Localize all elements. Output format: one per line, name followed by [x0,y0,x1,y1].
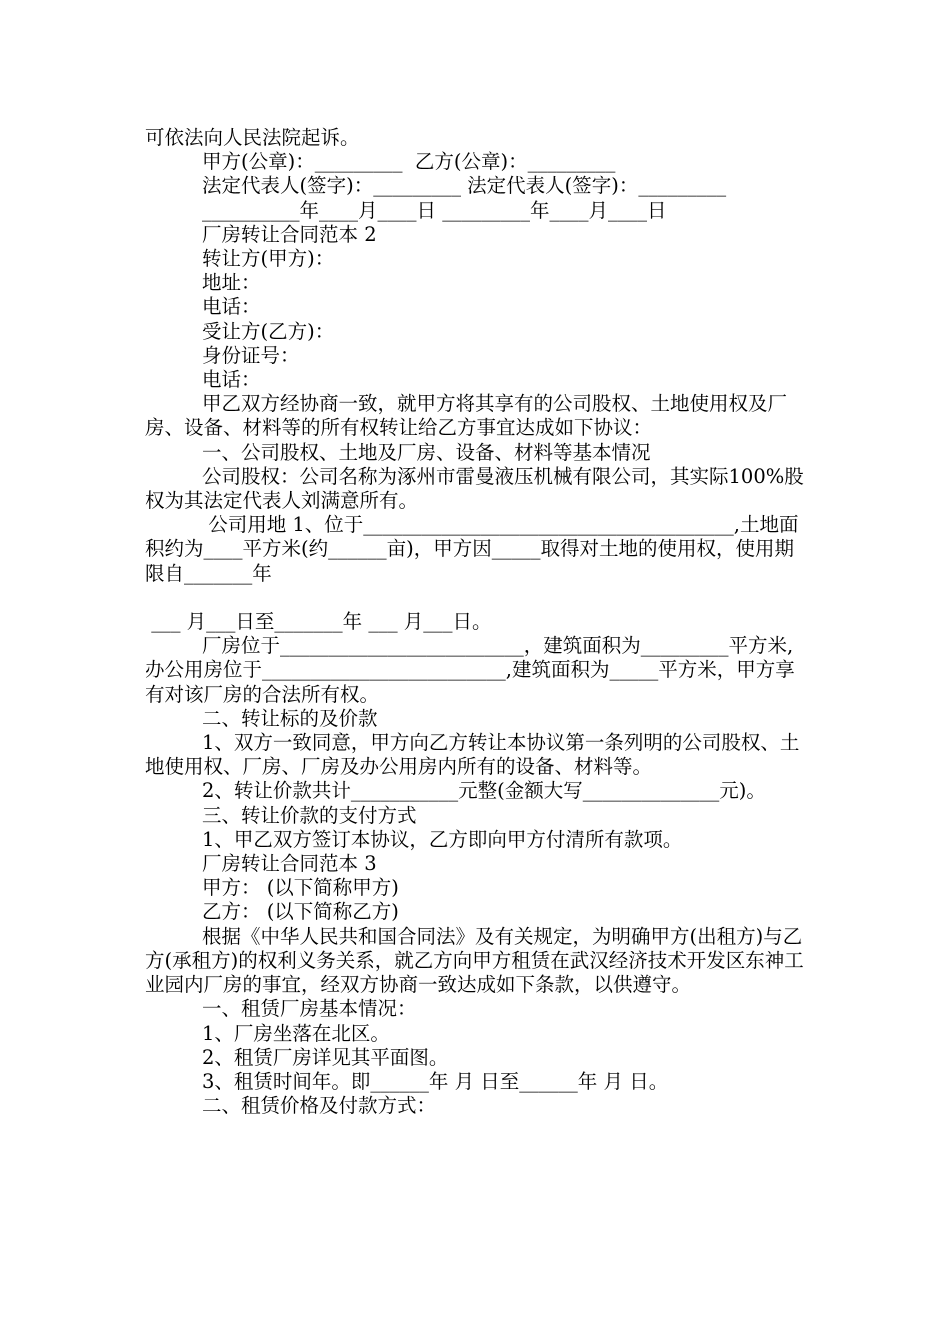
doc-blank-line [145,586,810,610]
doc-line: 受让方(乙方)： [202,319,335,343]
doc-paragraph: 1、双方一致同意，甲方向乙方转让本协议第一条列明的公司股权、土地使用权、厂房、厂房及办公用房内所有的设备、材料等。 [145,731,800,779]
doc-line: 1、甲乙双方签订本协议，乙方即向甲方付清所有款项。 [202,827,683,851]
doc-line: 甲方(公章)：_________ 乙方(公章)：_________ [202,150,616,174]
doc-line: 地址： [202,271,261,295]
doc-line: __________年____月____日 _________年____月____日 [202,198,667,222]
doc-line: 电话： [202,368,261,392]
doc-paragraph: 厂房位于_________________________，建筑面积为_________平方米,办公用房位于_________________________,建筑面积为_____平方米，甲方享有对该厂房的合法所有权。 [145,634,795,706]
doc-section-heading: 三、转让价款的支付方式 [202,803,417,827]
doc-line: 可依法向人民法院起诉。 [145,126,360,149]
doc-line: 2、租赁厂房详见其平面图。 [202,1045,449,1069]
doc-paragraph: 甲乙双方经协商一致，就甲方将其享有的公司股权、土地使用权及厂房、设备、材料等的所有权转让给乙方事宜达成如下协议： [145,392,788,440]
doc-line: 电话： [202,295,261,319]
doc-line: ___ 月___日至_______年 ___ 月___日。 [145,610,492,634]
doc-line: 甲方： (以下简称甲方) [202,876,399,900]
document-body [145,126,810,1118]
doc-paragraph: 公司用地 1、位于______________________________________,土地面积约为____平方米(约______亩)，甲方因_____取得对土地的使用权，使用期限自_______年 [145,513,799,585]
doc-heading: 厂房转让合同范本 3 [202,852,377,876]
doc-section-heading: 一、公司股权、土地及厂房、设备、材料等基本情况 [202,440,651,464]
doc-paragraph: 2、转让价款共计___________元整(金额大写______________元)。 [202,779,766,803]
doc-line: 乙方： (以下简称乙方) [202,900,399,924]
doc-line: 身份证号： [202,343,300,367]
doc-paragraph: 公司股权：公司名称为涿州市雷曼液压机械有限公司，其实际100%股权为其法定代表人刘满意所有。 [145,464,804,513]
doc-line: 转让方(甲方)： [202,247,335,271]
doc-section-heading: 二、转让标的及价款 [202,706,378,730]
doc-section-heading: 二、租赁价格及付款方式： [202,1094,437,1118]
doc-section-heading: 一、租赁厂房基本情况： [202,997,417,1021]
doc-line: 法定代表人(签字)：_________ 法定代表人(签字)：_________ [202,174,727,198]
doc-line: 1、厂房坐落在北区。 [202,1021,390,1045]
doc-heading: 厂房转让合同范本 2 [202,222,377,246]
doc-paragraph: 根据《中华人民共和国合同法》及有关规定，为明确甲方(出租方)与乙方(承租方)的权利义务关系，就乙方向甲方租赁在武汉经济技术开发区东神工业园内厂房的事宜，经双方协商一致达成如下条款，以供遵守。 [145,924,804,997]
doc-line: 3、租赁时间年。即______年 月 日至______年 月 日。 [202,1069,669,1093]
